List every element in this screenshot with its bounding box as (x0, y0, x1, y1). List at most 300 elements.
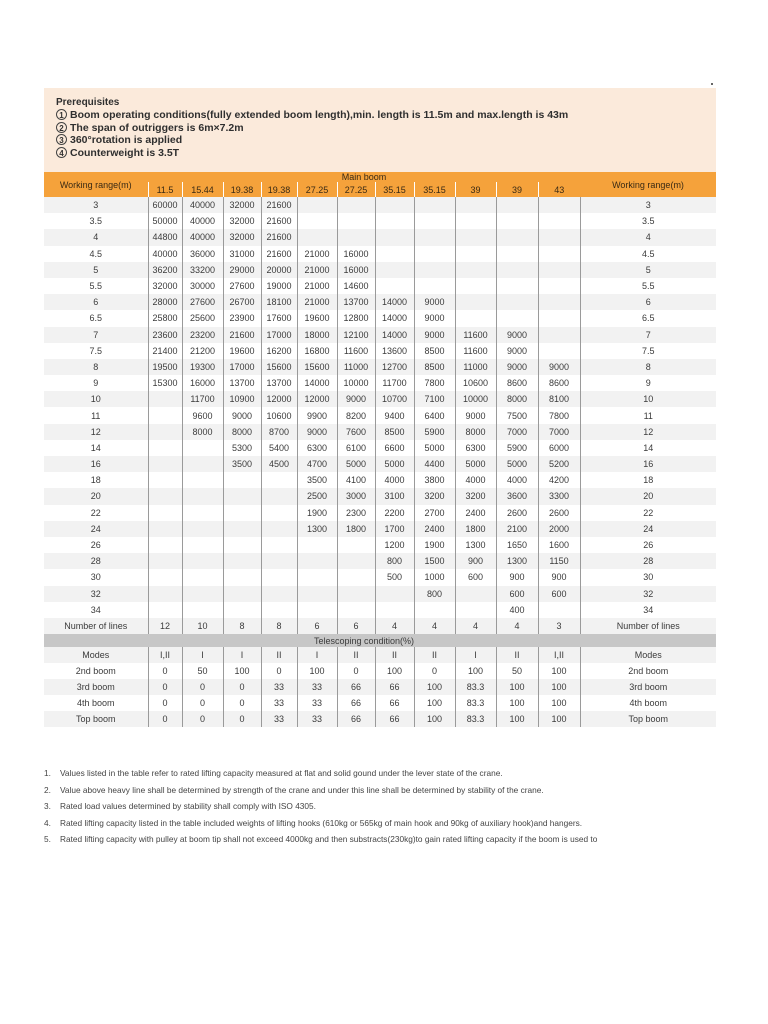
capacity-cell (182, 456, 223, 472)
capacity-cell (261, 553, 297, 569)
row-label-right: 6.5 (580, 310, 716, 326)
table-row (44, 569, 716, 585)
capacity-cell (455, 262, 496, 278)
capacity-cell: 7000 (496, 424, 538, 440)
capacity-cell (148, 407, 182, 423)
capacity-cell: 12800 (337, 310, 375, 326)
capacity-cell: II (496, 647, 538, 663)
table-row (44, 456, 716, 472)
capacity-cell: 600 (538, 586, 580, 602)
capacity-cell: 26700 (223, 294, 261, 310)
capacity-cell: 1900 (297, 505, 337, 521)
capacity-cell (538, 343, 580, 359)
page-dot (711, 83, 713, 85)
capacity-cell: 1150 (538, 553, 580, 569)
capacity-cell: 8000 (455, 424, 496, 440)
row-label-right: 28 (580, 553, 716, 569)
capacity-cell: 23600 (148, 327, 182, 343)
capacity-cell: 5200 (538, 456, 580, 472)
row-label: 20 (44, 488, 148, 504)
capacity-cell (337, 553, 375, 569)
capacity-cell (538, 310, 580, 326)
capacity-cell: 10700 (375, 391, 414, 407)
table-row (44, 278, 716, 294)
capacity-cell (261, 602, 297, 618)
capacity-cell: 25600 (182, 310, 223, 326)
table-row (44, 262, 716, 278)
capacity-cell (182, 505, 223, 521)
capacity-cell: 3200 (414, 488, 455, 504)
prerequisite-item (56, 109, 716, 122)
capacity-cell: 21600 (261, 229, 297, 245)
capacity-cell: 2700 (414, 505, 455, 521)
row-label: 8 (44, 359, 148, 375)
capacity-cell: 1900 (414, 537, 455, 553)
capacity-cell (148, 472, 182, 488)
capacity-cell (148, 424, 182, 440)
capacity-cell: 50 (182, 663, 223, 679)
capacity-cell (496, 294, 538, 310)
capacity-cell (223, 521, 261, 537)
table-row (44, 359, 716, 375)
note-item (44, 831, 734, 848)
capacity-cell: 3500 (297, 472, 337, 488)
capacity-cell: 19600 (223, 343, 261, 359)
telescoping-mode-row (44, 695, 716, 711)
capacity-cell: 8500 (414, 359, 455, 375)
boom-length-header: 35.15 (375, 182, 414, 197)
capacity-cell: 10900 (223, 391, 261, 407)
capacity-cell: 13700 (337, 294, 375, 310)
capacity-cell: 3100 (375, 488, 414, 504)
capacity-cell: 1600 (538, 537, 580, 553)
capacity-cell: 6400 (414, 407, 455, 423)
capacity-cell (375, 262, 414, 278)
circle-number-icon: 3 (56, 134, 67, 145)
capacity-cell: 50000 (148, 213, 182, 229)
capacity-cell (261, 586, 297, 602)
prerequisite-text: The span of outriggers is 6m×7.2m (70, 121, 244, 134)
boom-length-header: 35.15 (414, 182, 455, 197)
row-label: 22 (44, 505, 148, 521)
capacity-cell: 17000 (223, 359, 261, 375)
capacity-cell: 0 (337, 663, 375, 679)
capacity-cell: 12700 (375, 359, 414, 375)
capacity-cell: 21600 (261, 197, 297, 213)
capacity-cell: 1300 (297, 521, 337, 537)
capacity-cell (538, 246, 580, 262)
capacity-cell (455, 213, 496, 229)
capacity-cell: 33200 (182, 262, 223, 278)
capacity-cell: 2400 (455, 505, 496, 521)
row-label: 26 (44, 537, 148, 553)
capacity-cell: 3000 (337, 488, 375, 504)
capacity-cell: 83.3 (455, 695, 496, 711)
capacity-cell (261, 505, 297, 521)
note-text: Rated lifting capacity listed in the table included weights of lifting hooks (610kg or 565kg of main hook and 90kg of auxiliary hook)and hangers. (60, 817, 583, 828)
capacity-cell: 9000 (496, 327, 538, 343)
capacity-cell: 6300 (297, 440, 337, 456)
capacity-cell (455, 586, 496, 602)
prerequisites-title: Prerequisites (56, 97, 120, 108)
capacity-cell: 0 (414, 663, 455, 679)
capacity-cell: 66 (337, 679, 375, 695)
capacity-cell: 9000 (337, 391, 375, 407)
capacity-cell (455, 310, 496, 326)
row-label-right: 18 (580, 472, 716, 488)
capacity-cell: 7500 (496, 407, 538, 423)
capacity-cell: 0 (223, 679, 261, 695)
capacity-cell: 5300 (223, 440, 261, 456)
capacity-cell: 600 (496, 586, 538, 602)
capacity-cell: 4000 (496, 472, 538, 488)
prerequisite-item (56, 147, 716, 160)
row-label-right: 4 (580, 229, 716, 245)
notes-section (44, 765, 734, 848)
capacity-cell (223, 553, 261, 569)
capacity-cell: 11600 (455, 327, 496, 343)
capacity-cell: 9000 (414, 294, 455, 310)
row-label-right: Top boom (580, 711, 716, 727)
capacity-cell: 6600 (375, 440, 414, 456)
capacity-cell: 44800 (148, 229, 182, 245)
capacity-cell: 20000 (261, 262, 297, 278)
capacity-cell: 6000 (538, 440, 580, 456)
capacity-cell: 11700 (375, 375, 414, 391)
row-label: Number of lines (44, 618, 148, 634)
capacity-cell: 33 (261, 679, 297, 695)
note-item (44, 815, 734, 832)
capacity-cell: 50 (496, 663, 538, 679)
boom-length-header: 19.38 (223, 182, 261, 197)
table-row (44, 327, 716, 343)
capacity-cell: 21600 (223, 327, 261, 343)
capacity-cell: I (297, 647, 337, 663)
row-label: 4th boom (44, 695, 148, 711)
boom-length-header: 39 (496, 182, 538, 197)
capacity-cell: 14000 (375, 310, 414, 326)
boom-length-header: 39 (455, 182, 496, 197)
capacity-cell (455, 294, 496, 310)
capacity-cell: 9000 (414, 327, 455, 343)
capacity-cell: 66 (375, 695, 414, 711)
row-label-right: 5 (580, 262, 716, 278)
capacity-cell (496, 278, 538, 294)
capacity-cell (182, 602, 223, 618)
blank-cell (580, 634, 716, 647)
row-label-right: 7 (580, 327, 716, 343)
capacity-cell: 8700 (261, 424, 297, 440)
capacity-cell (297, 229, 337, 245)
row-label: 16 (44, 456, 148, 472)
row-label: 7.5 (44, 343, 148, 359)
capacity-cell: I (223, 647, 261, 663)
row-label: 10 (44, 391, 148, 407)
capacity-cell (375, 213, 414, 229)
capacity-cell: 4400 (414, 456, 455, 472)
row-label: 9 (44, 375, 148, 391)
capacity-cell: 83.3 (455, 711, 496, 727)
capacity-cell: 36200 (148, 262, 182, 278)
telescoping-mode-row (44, 711, 716, 727)
row-label-right: 12 (580, 424, 716, 440)
capacity-cell: 6 (337, 618, 375, 634)
capacity-cell (261, 488, 297, 504)
table-row (44, 521, 716, 537)
telescoping-condition-header: Telescoping condition(%) (148, 634, 580, 647)
capacity-cell (496, 246, 538, 262)
row-label: 2nd boom (44, 663, 148, 679)
capacity-cell: 1200 (375, 537, 414, 553)
capacity-cell: 8 (261, 618, 297, 634)
capacity-cell: 400 (496, 602, 538, 618)
capacity-cell: 5000 (455, 456, 496, 472)
row-label: 5.5 (44, 278, 148, 294)
prerequisites-box (44, 88, 716, 172)
row-label: Top boom (44, 711, 148, 727)
boom-length-header: 15.44 (182, 182, 223, 197)
row-label-right: 30 (580, 569, 716, 585)
capacity-cell: 16000 (337, 246, 375, 262)
row-label: 32 (44, 586, 148, 602)
capacity-cell: 100 (375, 663, 414, 679)
capacity-cell (148, 602, 182, 618)
capacity-cell: 5000 (337, 456, 375, 472)
capacity-cell: 9000 (496, 343, 538, 359)
capacity-cell: 19000 (261, 278, 297, 294)
table-row (44, 440, 716, 456)
row-label: 5 (44, 262, 148, 278)
capacity-cell: 6300 (455, 440, 496, 456)
capacity-cell: 11000 (337, 359, 375, 375)
row-label: 12 (44, 424, 148, 440)
capacity-cell: 2100 (496, 521, 538, 537)
row-label-right: 9 (580, 375, 716, 391)
capacity-cell: 7800 (538, 407, 580, 423)
capacity-cell: 10000 (337, 375, 375, 391)
main-boom-header: Main boom (148, 172, 580, 182)
row-label-right: 32 (580, 586, 716, 602)
row-label-right: 11 (580, 407, 716, 423)
table-row (44, 407, 716, 423)
table-row (44, 197, 716, 213)
capacity-cell: 10 (182, 618, 223, 634)
capacity-cell (297, 213, 337, 229)
capacity-cell: 3800 (414, 472, 455, 488)
capacity-cell: 2000 (538, 521, 580, 537)
capacity-cell (182, 537, 223, 553)
capacity-cell: 5000 (414, 440, 455, 456)
boom-length-header: 27.25 (337, 182, 375, 197)
capacity-cell: 800 (414, 586, 455, 602)
capacity-cell (148, 505, 182, 521)
capacity-cell: 12 (148, 618, 182, 634)
capacity-cell: 9900 (297, 407, 337, 423)
capacity-cell: 100 (496, 695, 538, 711)
capacity-cell (455, 197, 496, 213)
capacity-cell: 13700 (261, 375, 297, 391)
capacity-cell: 4000 (455, 472, 496, 488)
prerequisite-text: Counterweight is 3.5T (70, 146, 180, 159)
capacity-cell (414, 278, 455, 294)
capacity-cell (455, 246, 496, 262)
capacity-cell (182, 586, 223, 602)
capacity-cell: 1650 (496, 537, 538, 553)
capacity-cell (148, 456, 182, 472)
capacity-cell: 33 (297, 711, 337, 727)
capacity-cell: 7800 (414, 375, 455, 391)
capacity-cell: 6 (297, 618, 337, 634)
boom-length-header: 43 (538, 182, 580, 197)
capacity-cell: 100 (297, 663, 337, 679)
capacity-cell: 15600 (297, 359, 337, 375)
capacity-cell (148, 569, 182, 585)
capacity-cell (337, 197, 375, 213)
capacity-cell: 16200 (261, 343, 297, 359)
capacity-cell: 7000 (538, 424, 580, 440)
row-label: Modes (44, 647, 148, 663)
capacity-cell (182, 553, 223, 569)
capacity-cell (182, 440, 223, 456)
capacity-cell (337, 586, 375, 602)
capacity-cell: 40000 (182, 197, 223, 213)
capacity-cell: 11000 (455, 359, 496, 375)
capacity-cell (182, 521, 223, 537)
capacity-cell (375, 278, 414, 294)
capacity-cell: 21000 (297, 294, 337, 310)
capacity-cell: 600 (455, 569, 496, 585)
capacity-cell: 32000 (223, 213, 261, 229)
capacity-cell (261, 569, 297, 585)
capacity-cell: 21000 (297, 262, 337, 278)
capacity-cell: 8500 (414, 343, 455, 359)
capacity-cell: 1500 (414, 553, 455, 569)
capacity-cell: 36000 (182, 246, 223, 262)
capacity-cell (414, 602, 455, 618)
capacity-cell: 14000 (297, 375, 337, 391)
capacity-cell (261, 537, 297, 553)
table-row (44, 391, 716, 407)
capacity-cell (375, 246, 414, 262)
capacity-cell: 30000 (182, 278, 223, 294)
capacity-cell (297, 602, 337, 618)
capacity-cell: 8 (223, 618, 261, 634)
row-label-right: 8 (580, 359, 716, 375)
capacity-cell: II (261, 647, 297, 663)
circle-number-icon: 2 (56, 122, 67, 133)
capacity-cell: 16000 (182, 375, 223, 391)
row-label: 3 (44, 197, 148, 213)
capacity-cell: 9000 (496, 359, 538, 375)
table-row (44, 213, 716, 229)
capacity-cell: 3500 (223, 456, 261, 472)
note-number: 1. (44, 768, 51, 778)
capacity-cell: 4 (414, 618, 455, 634)
row-label-right: 4th boom (580, 695, 716, 711)
blank-cell (44, 634, 148, 647)
telescoping-mode-row (44, 663, 716, 679)
row-label-right: 3 (580, 197, 716, 213)
capacity-cell (223, 569, 261, 585)
capacity-cell (148, 553, 182, 569)
capacity-cell: 100 (455, 663, 496, 679)
capacity-cell: 14000 (375, 327, 414, 343)
capacity-cell (261, 521, 297, 537)
capacity-cell: I,II (148, 647, 182, 663)
circle-number-icon: 1 (56, 109, 67, 120)
row-label-right: 20 (580, 488, 716, 504)
capacity-cell: 1300 (455, 537, 496, 553)
capacity-cell: 33 (261, 695, 297, 711)
capacity-cell: 100 (414, 711, 455, 727)
capacity-cell: 9000 (414, 310, 455, 326)
capacity-cell: 21200 (182, 343, 223, 359)
capacity-cell: 3300 (538, 488, 580, 504)
table-row (44, 488, 716, 504)
note-item (44, 782, 734, 799)
capacity-cell: 8600 (496, 375, 538, 391)
capacity-cell: 5900 (414, 424, 455, 440)
capacity-cell: 4 (496, 618, 538, 634)
capacity-cell (297, 569, 337, 585)
capacity-cell: 8500 (375, 424, 414, 440)
capacity-cell: 0 (148, 663, 182, 679)
capacity-cell (148, 440, 182, 456)
capacity-cell: 12000 (297, 391, 337, 407)
capacity-cell (337, 537, 375, 553)
row-label: 3.5 (44, 213, 148, 229)
capacity-cell: 7600 (337, 424, 375, 440)
capacity-cell: 7100 (414, 391, 455, 407)
note-item (44, 765, 734, 782)
capacity-cell: 900 (496, 569, 538, 585)
capacity-cell: 3 (538, 618, 580, 634)
prerequisite-text: Boom operating conditions(fully extended boom length),min. length is 11.5m and max.length is 43m (70, 109, 569, 121)
telescoping-mode-row (44, 679, 716, 695)
capacity-cell (337, 602, 375, 618)
row-label-right: 16 (580, 456, 716, 472)
capacity-cell: 19500 (148, 359, 182, 375)
row-label-right: 22 (580, 505, 716, 521)
capacity-cell: 100 (496, 679, 538, 695)
row-label-right: 24 (580, 521, 716, 537)
capacity-cell (538, 213, 580, 229)
capacity-cell: 5900 (496, 440, 538, 456)
capacity-cell: 0 (182, 695, 223, 711)
capacity-cell: 4 (375, 618, 414, 634)
capacity-cell: 0 (182, 711, 223, 727)
capacity-cell (538, 262, 580, 278)
table-row (44, 505, 716, 521)
capacity-cell (223, 602, 261, 618)
row-label-right: 14 (580, 440, 716, 456)
capacity-cell: 9000 (455, 407, 496, 423)
note-item (44, 798, 734, 815)
boom-length-header: 11.5 (148, 182, 182, 197)
capacity-cell: 29000 (223, 262, 261, 278)
capacity-cell: 100 (538, 679, 580, 695)
capacity-cell: 4000 (375, 472, 414, 488)
table-row (44, 553, 716, 569)
capacity-cell: 100 (538, 711, 580, 727)
note-number: 5. (44, 834, 51, 844)
capacity-cell (148, 488, 182, 504)
capacity-cell: 4500 (261, 456, 297, 472)
table-row (44, 375, 716, 391)
prerequisite-item (56, 134, 716, 147)
capacity-cell: 40000 (182, 229, 223, 245)
capacity-cell (182, 569, 223, 585)
